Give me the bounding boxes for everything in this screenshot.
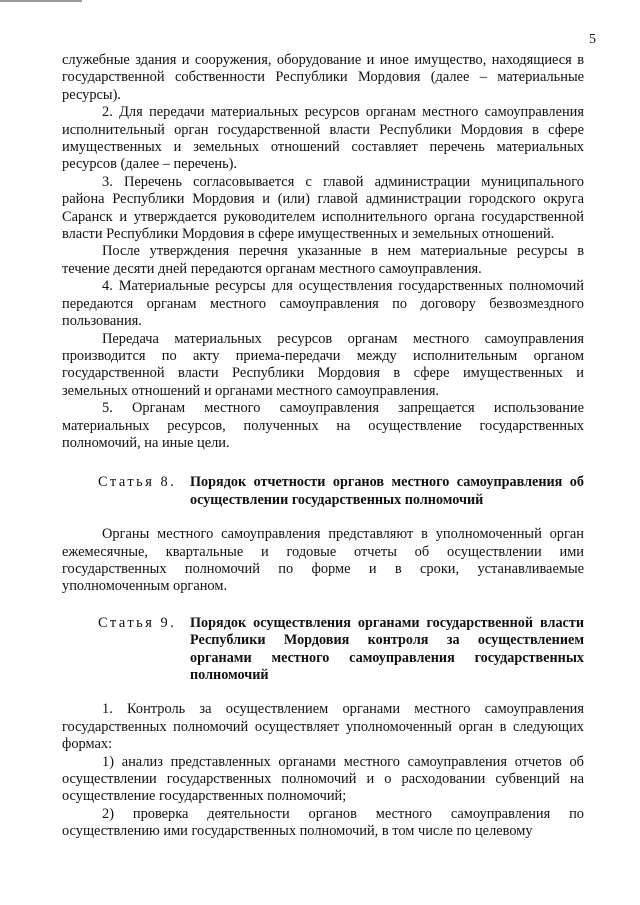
article-9-heading [62,615,584,685]
paragraph-after-approval: После утверждения перечня указанные в нем материальные ресурсы в течение десяти дней передаются органам местного самоуправления. [62,243,584,277]
paragraph-item-5: 5. Органам местного самоуправления запрещается использование материальных ресурсов, полученных на осуществление государственных полномочий, на иные цели. [62,400,584,451]
article-9-title: Порядок осуществления органами государственной власти Республики Мордовия контроля за осуществлением органами местного самоуправления государственных полномочий [190,614,584,683]
paragraph-item-3: 3. Перечень согласовывается с главой администрации муниципального района Республики Мордовия и (или) главой администрации городского округа Саранск и утверждается руководителем исполнительного органа государственной власти Республики Мордовия в сфере имущественных и земельных отношений. [62,173,584,243]
article-8-label: Статья 8. [98,474,177,491]
article-9-paragraph-1: 1. Контроль за осуществлением органами местного самоуправления государственных полномочий осуществляет уполномоченный орган в следующих формах: [62,701,584,753]
paragraph-item-2: 2. Для передачи материальных ресурсов органам местного самоуправления исполнительный орган государственной власти Республики Мордовия в сфере имущественных и земельных отношений составляет перечень материальных ресурсов (далее – перечень). [62,104,584,173]
page-number: 5 [589,32,596,47]
paragraph-continuation: служебные здания и сооружения, оборудование и иное имущество, находящиеся в государственной собственности Республики Мордовия (далее – материальные ресурсы). [62,52,584,103]
article-8-title: Порядок отчетности органов местного самоуправления об осуществлении государственных полномочий [190,474,584,508]
paragraph-item-4: 4. Материальные ресурсы для осуществления государственных полномочий передаются органам местного самоуправления по договору безвозмездного пользования. [62,278,584,330]
document-body [62,52,584,841]
article-8-heading [62,474,584,509]
article-9-paragraph-2: 1) анализ представленных органами местного самоуправления отчетов об осуществлении государственных полномочий и о расходовании субвенций на осуществление государственных полномочий; [62,753,584,805]
article-9-paragraph-3: 2) проверка деятельности органов местного самоуправления по осуществлению ими государственных полномочий, в том числе по целевому [62,805,584,840]
paragraph-transfer-act: Передача материальных ресурсов органам местного самоуправления производится по акту приема-передачи между исполнительным органом государственной власти Республики Мордовия в сфере имущественных и земельных отношений и органами местного самоуправления. [62,330,584,399]
article-9-label: Статья 9. [98,614,177,631]
article-8-text: Органы местного самоуправления представляют в уполномоченный орган ежемесячные, квартальные и годовые отчеты об осуществлении ими государственных полномочий по форме и в сроки, устанавливаемые уполномоченным органом. [62,526,584,595]
scan-corner-mark [0,0,82,2]
